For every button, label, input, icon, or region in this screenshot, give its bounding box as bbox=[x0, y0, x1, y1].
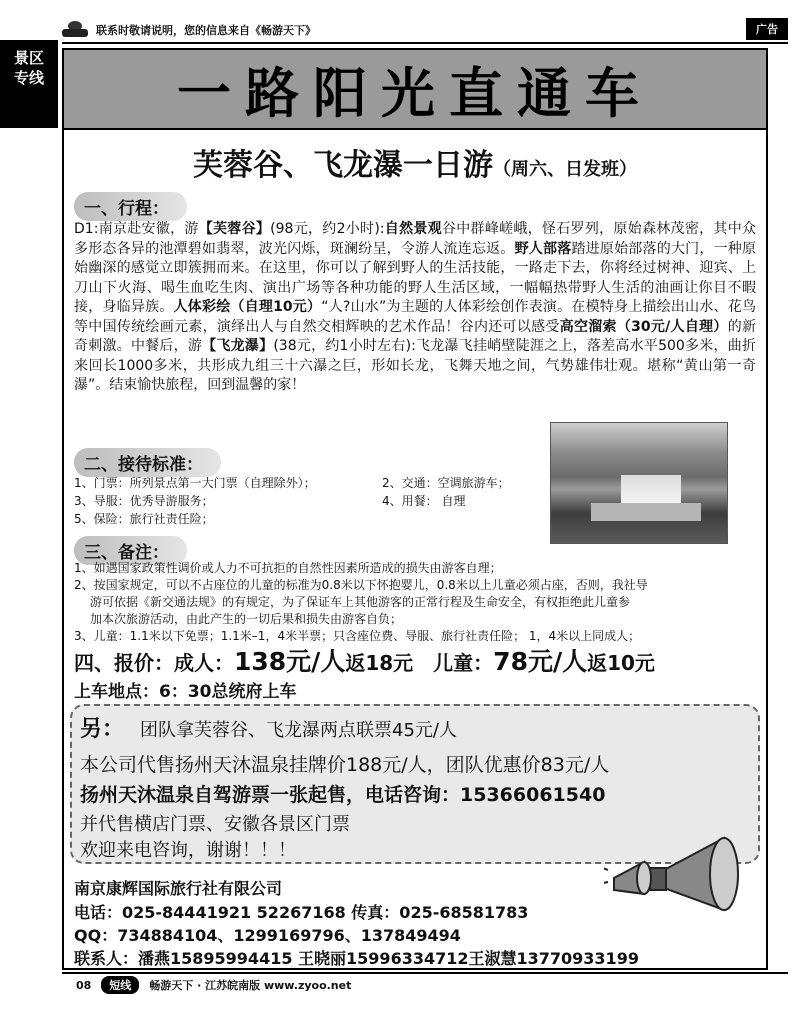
itinerary-text bbox=[74, 220, 756, 396]
itin-seg: (98元，约2小时): bbox=[270, 221, 385, 237]
company-name: 南京康辉国际旅行社有限公司 bbox=[74, 879, 283, 898]
reception-item: 2、交通：空调旅游车； bbox=[382, 476, 510, 490]
extra-line5: 欢迎来电咨询，谢谢！！！ bbox=[80, 840, 296, 861]
child-price: 78元/人 bbox=[493, 647, 588, 676]
extra-line3: 扬州天沐温泉自驾游票一张起售，电话咨询：15366061540 bbox=[80, 784, 606, 806]
waterfall-photo bbox=[550, 422, 728, 544]
banner-title: 一路阳光直通车 bbox=[177, 60, 653, 125]
reception-heading: 二、接待标准： bbox=[74, 448, 221, 477]
extra-ling: 另： bbox=[80, 717, 125, 742]
side-tab-line2: 专线 bbox=[13, 69, 44, 87]
extra-line4: 并代售横店门票、安徽各景区门票 bbox=[80, 814, 350, 835]
itin-seg: D1:南京赴安徽，游 bbox=[74, 221, 199, 237]
itin-seg: 踏进原始部落的大门，一种原始幽深的感觉立即簇拥而来。在这里，你可以了解到野人的生活技能，一路走下去，你将经过树神、迎宾、上刀山下火海、喝生血吃生肉、演出广场等各种功能的野人生活区域，一幅幅热带野人生活的油画让你目不暇接，身临异族。 bbox=[74, 240, 757, 315]
note-line: 加本次旅游活动，由此产生的一切后果和损失由游客自负； bbox=[90, 612, 403, 626]
adult-price: 138元/人 bbox=[234, 647, 346, 676]
side-tab-line1: 景区 bbox=[13, 49, 44, 67]
itin-bold: 自然景观 bbox=[384, 221, 442, 237]
itin-bold: 【芙蓉谷】 bbox=[198, 221, 271, 237]
footer bbox=[76, 976, 351, 994]
itinerary-heading: 一、行程： bbox=[74, 192, 187, 221]
company-phone: 电话：025-84441921 52267168 传真：025-68581783 bbox=[74, 903, 529, 922]
ad-tag: 广告 bbox=[746, 18, 788, 40]
itin-bold: 野人部落 bbox=[514, 240, 572, 257]
note-line: 1、如遇国家政策性调价或人力不可抗拒的自然性因素所造成的损失由游客自理； bbox=[74, 561, 502, 575]
extra-line1-text: 团队拿芙蓉谷、飞龙瀑两点联票45元/人 bbox=[140, 720, 457, 741]
section-pill: 短线 bbox=[101, 976, 139, 994]
side-tab bbox=[0, 40, 58, 128]
itin-seg: 谷中群峰嵯峨，怪石罗列，原始森林茂密，其中众多形态各异的池潭碧如翡翠，波光闪烁，斑澜纷呈，令游人流连忘返。 bbox=[74, 221, 756, 257]
itin-seg: 的新奇刺激。中餐后，游 bbox=[74, 318, 756, 354]
notes-heading: 三、备注： bbox=[74, 536, 187, 565]
company-qq: QQ：734884104、1299169796、137849494 bbox=[74, 926, 461, 945]
extra-line1 bbox=[80, 712, 457, 743]
top-divider bbox=[62, 42, 788, 44]
itin-bold: 人体彩绘（自理10元） bbox=[173, 299, 322, 315]
adult-rebate: 返18元 bbox=[345, 651, 414, 675]
banner bbox=[64, 50, 766, 130]
itin-seg: “人?山水”为主题的人体彩绘创作表演。在模特身上描绘出山水、花鸟等中国传统绘画元素，演绎出人与自然交相辉映的艺术作品！谷内还可以感受 bbox=[74, 299, 757, 335]
boarding-point: 上车地点：6：30总统府上车 bbox=[74, 682, 297, 702]
itin-bold: 高空溜索（30元/人自理） bbox=[559, 318, 728, 335]
company-contact: 联系人：潘燕15895994415 王晓丽15996334712王淑慧13770933199 bbox=[74, 949, 639, 968]
page-number: 08 bbox=[76, 978, 92, 992]
header-note: 联系时敬请说明，您的信息来自《畅游天下》 bbox=[96, 24, 316, 37]
top-bar bbox=[62, 18, 788, 42]
extra-line2: 本公司代售扬州天沐温泉挂牌价188元/人，团队优惠价83元/人 bbox=[80, 754, 610, 776]
reception-item: 3、导服：优秀导游服务； bbox=[74, 494, 214, 508]
magazine-logo-icon bbox=[62, 21, 88, 39]
reception-item: 4、用餐： 自理 bbox=[382, 494, 466, 508]
footer-text: 畅游天下 · 江苏皖南版 www.zyoo.net bbox=[149, 979, 352, 992]
bottom-divider bbox=[62, 972, 788, 974]
note-line: 2、按国家规定，可以不占座位的儿童的标准为0.8米以下怀抱婴儿，0.8米以上儿童必须占座，否则，我社导 bbox=[74, 578, 648, 592]
itin-bold: 【飞龙瀑】 bbox=[202, 338, 274, 354]
reception-item: 5、保险：旅行社责任险； bbox=[74, 512, 214, 526]
child-label: 儿童： bbox=[433, 651, 494, 675]
subtitle-main: 芙蓉谷、飞龙瀑一日游 bbox=[193, 148, 493, 183]
subtitle-sub: （周六、日发班） bbox=[493, 159, 637, 180]
ad-panel bbox=[62, 48, 768, 970]
price-line bbox=[74, 642, 655, 678]
subtitle bbox=[64, 140, 766, 184]
megaphone-icon bbox=[604, 800, 764, 920]
note-line: 游可依据《新交通法规》的有规定，为了保证车上其他游客的正常行程及生命安全，有权拒绝此儿童参 bbox=[90, 595, 631, 609]
note-line: 3、儿童：1.1米以下免票；1.1米–1，4米半票；只含座位费、导服、旅行社责任险； 1，4米以上同成人； bbox=[74, 629, 641, 643]
reception-item: 1、门票：所列景点第一大门票（自理除外）； bbox=[74, 476, 316, 490]
child-rebate: 返10元 bbox=[587, 651, 655, 675]
price-label: 四、报价：成人： bbox=[74, 651, 234, 675]
itin-seg: (38元，约1小时左右):飞龙瀑飞挂峭壁陡涯之上，落差高水平500多米，曲折来回长1000多米，共形成九组三十六瀑之巨，形如长龙，飞舞天地之间，气势雄伟壮观。堪称“黄山第一奇瀑”。结束愉快旅程，回到温馨的家！ bbox=[74, 338, 756, 393]
